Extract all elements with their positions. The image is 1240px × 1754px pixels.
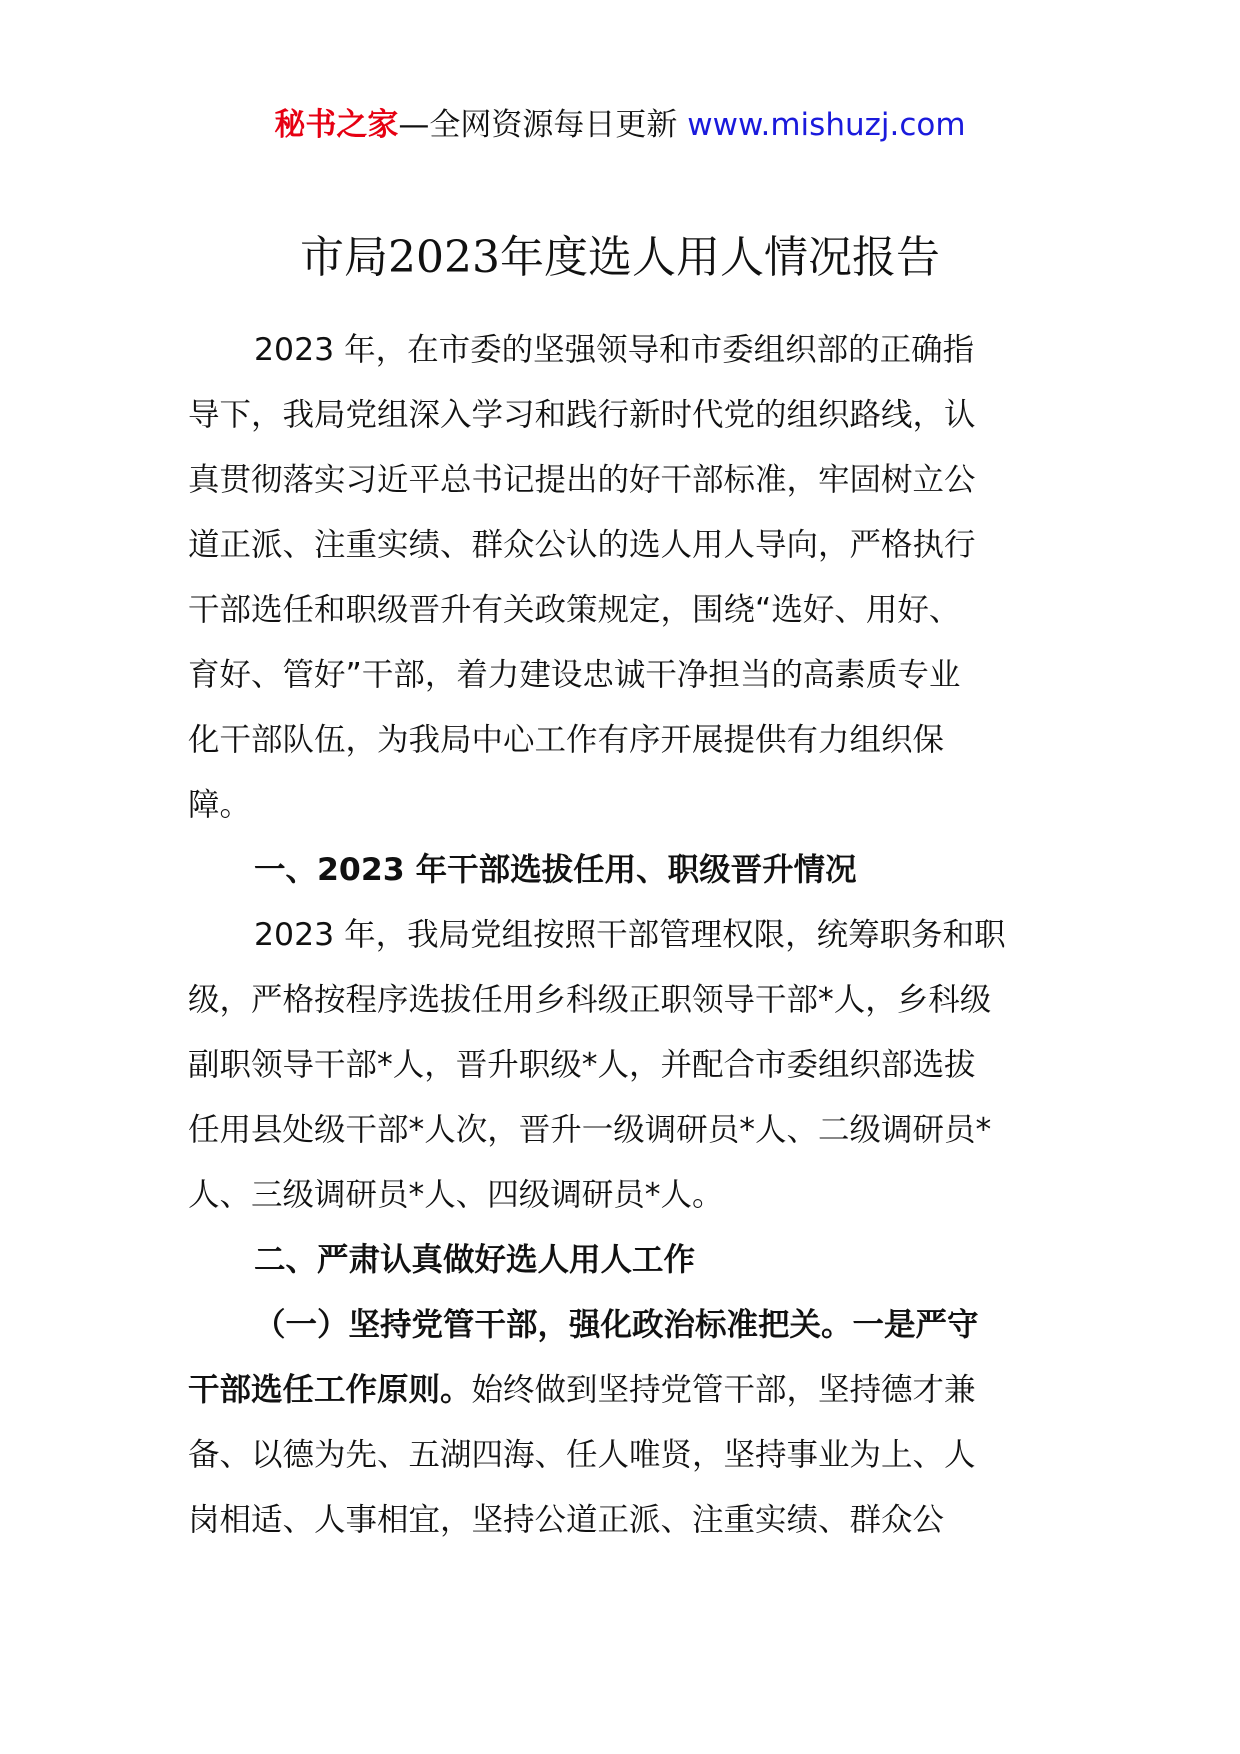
paragraph-line-mixed: [188, 1358, 1054, 1423]
section-heading: 一、2023 年干部选拔任用、职级晋升情况: [254, 852, 857, 888]
paragraph-line: 干部选任和职级晋升有关政策规定，围绕“选好、用好、: [188, 592, 961, 628]
paragraph-line: 2023 年，在市委的坚强领导和市委组织部的正确指: [254, 332, 975, 368]
subsection-heading-tail: 干部选任工作原则。: [188, 1372, 472, 1408]
paragraph-line: 障。: [188, 787, 252, 823]
paragraph-line: 育好、管好”干部，着力建设忠诚干净担当的高素质专业: [188, 657, 961, 693]
paragraph-text: 始终做到坚持党管干部，坚持德才兼: [471, 1372, 976, 1408]
paragraph-line: 导下，我局党组深入学习和践行新时代党的组织路线，认: [188, 397, 976, 433]
section-heading: 二、严肃认真做好选人用人工作: [254, 1242, 696, 1278]
paragraph-line: 备、以德为先、五湖四海、任人唯贤，坚持事业为上、人: [188, 1437, 976, 1473]
document-body: [188, 318, 1054, 1553]
paragraph-line: 化干部队伍，为我局中心工作有序开展提供有力组织保: [188, 722, 945, 758]
brand-name: 秘书之家: [274, 107, 399, 143]
paragraph-line: 人、三级调研员*人、四级调研员*人。: [188, 1177, 724, 1213]
paragraph-line: 2023 年，我局党组按照干部管理权限，统筹职务和职: [254, 917, 1006, 953]
site-header: [0, 100, 1240, 150]
paragraph-line: 任用县处级干部*人次，晋升一级调研员*人、二级调研员*: [188, 1112, 992, 1148]
paragraph-line: 副职领导干部*人，晋升职级*人，并配合市委组织部选拔: [188, 1047, 976, 1083]
header-tagline: —全网资源每日更新: [398, 107, 688, 143]
website-link[interactable]: www.mishuzj.com: [687, 107, 966, 143]
subsection-heading: （一）坚持党管干部，强化政治标准把关。一是严守: [254, 1307, 979, 1343]
paragraph-line: 真贯彻落实习近平总书记提出的好干部标准，牢固树立公: [188, 462, 976, 498]
document-title: 市局2023年度选人用人情况报告: [300, 232, 940, 283]
paragraph-line: 岗相适、人事相宜，坚持公道正派、注重实绩、群众公: [188, 1502, 945, 1538]
paragraph-line: 道正派、注重实绩、群众公认的选人用人导向，严格执行: [188, 527, 976, 563]
paragraph-line: 级，严格按程序选拔任用乡科级正职领导干部*人，乡科级: [188, 982, 992, 1018]
